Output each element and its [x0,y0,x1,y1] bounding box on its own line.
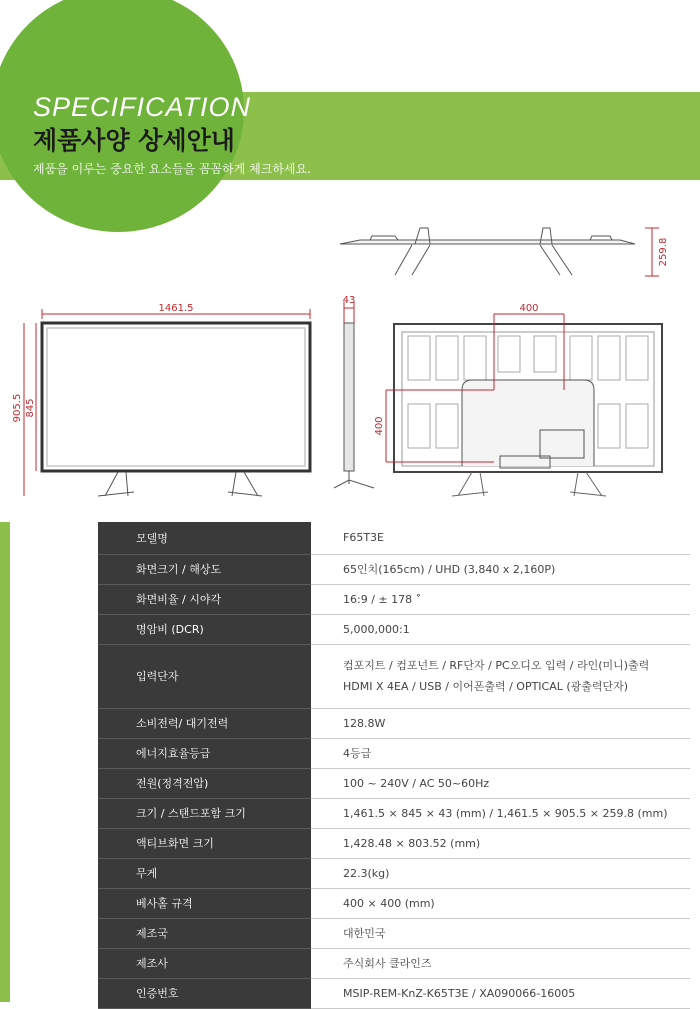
spec-label: 제조사 [98,948,311,978]
spec-label: 제조국 [98,918,311,948]
spec-label: 베사홀 규격 [98,888,311,918]
spec-label: 모델명 [98,522,311,554]
side-accent-bar [0,522,10,1002]
dim-height-stand: 905.5 [12,393,23,423]
spec-label: 명암비 (DCR) [98,614,311,644]
spec-row [98,584,690,614]
spec-row [98,978,690,1008]
spec-value: 주식회사 클라인즈 [311,948,690,978]
spec-label: 전원(정격전압) [98,768,311,798]
spec-value [311,644,690,708]
subtitle: 제품을 이루는 중요한 요소들을 꼼꼼하게 체크하세요. [33,162,311,176]
spec-row [98,768,690,798]
spec-row [98,858,690,888]
spec-row [98,798,690,828]
spec-value: 65인치(165cm) / UHD (3,840 x 2,160P) [311,554,690,584]
spec-value: 대한민국 [311,918,690,948]
front-view-drawing [42,323,310,496]
rear-view-drawing [394,324,662,496]
spec-label: 크기 / 스탠드포함 크기 [98,798,311,828]
spec-label: 화면비율 / 시야각 [98,584,311,614]
spec-row [98,948,690,978]
dim-vesa-horizontal: 400 [519,303,539,314]
spec-row [98,738,690,768]
spec-row [98,522,690,554]
spec-value: 400 × 400 (mm) [311,888,690,918]
spec-value: F65T3E [311,522,690,554]
title-korean: 제품사양 상세안내 [33,126,235,155]
dim-depth: 43 [342,295,356,306]
spec-value: 22.3(kg) [311,858,690,888]
spec-value: MSIP-REM-KnZ-K65T3E / XA090066-16005 [311,978,690,1008]
spec-row [98,554,690,584]
dim-vesa-vertical: 400 [374,416,385,436]
spec-row [98,888,690,918]
spec-label: 에너지효율등급 [98,738,311,768]
spec-row [98,644,690,708]
spec-value: 128.8W [311,708,690,738]
spec-label: 화면크기 / 해상도 [98,554,311,584]
side-view-drawing [334,323,374,488]
spec-value-line: HDMI X 4EA / USB / 이어폰출력 / OPTICAL (광출력단자) [343,680,629,693]
top-view-drawing [340,228,635,275]
spec-value-line: 컴포지트 / 컴포넌트 / RF단자 / PC오디오 입력 / 라인(미니)출력 [343,659,650,672]
spec-value: 5,000,000:1 [311,614,690,644]
spec-value: 4등급 [311,738,690,768]
spec-value: 100 ~ 240V / AC 50~60Hz [311,768,690,798]
spec-row [98,828,690,858]
spec-row [98,918,690,948]
spec-label: 인증번호 [98,978,311,1008]
dim-stand-depth: 259.8 [658,237,669,267]
dim-width: 1461.5 [158,303,194,314]
dimension-drawings [0,190,700,510]
spec-value: 1,428.48 × 803.52 (mm) [311,828,690,858]
spec-value: 16:9 / ± 178 ˚ [311,584,690,614]
title-english: SPECIFICATION [33,92,252,122]
spec-row [98,614,690,644]
spec-label: 무게 [98,858,311,888]
dim-height: 845 [25,398,36,418]
spec-table [98,522,690,1009]
spec-label: 액티브화면 크기 [98,828,311,858]
spec-value: 1,461.5 × 845 × 43 (mm) / 1,461.5 × 905.5 × 259.8 (mm) [311,798,690,828]
spec-label: 입력단자 [98,644,311,708]
spec-label: 소비전력/ 대기전력 [98,708,311,738]
spec-row [98,708,690,738]
